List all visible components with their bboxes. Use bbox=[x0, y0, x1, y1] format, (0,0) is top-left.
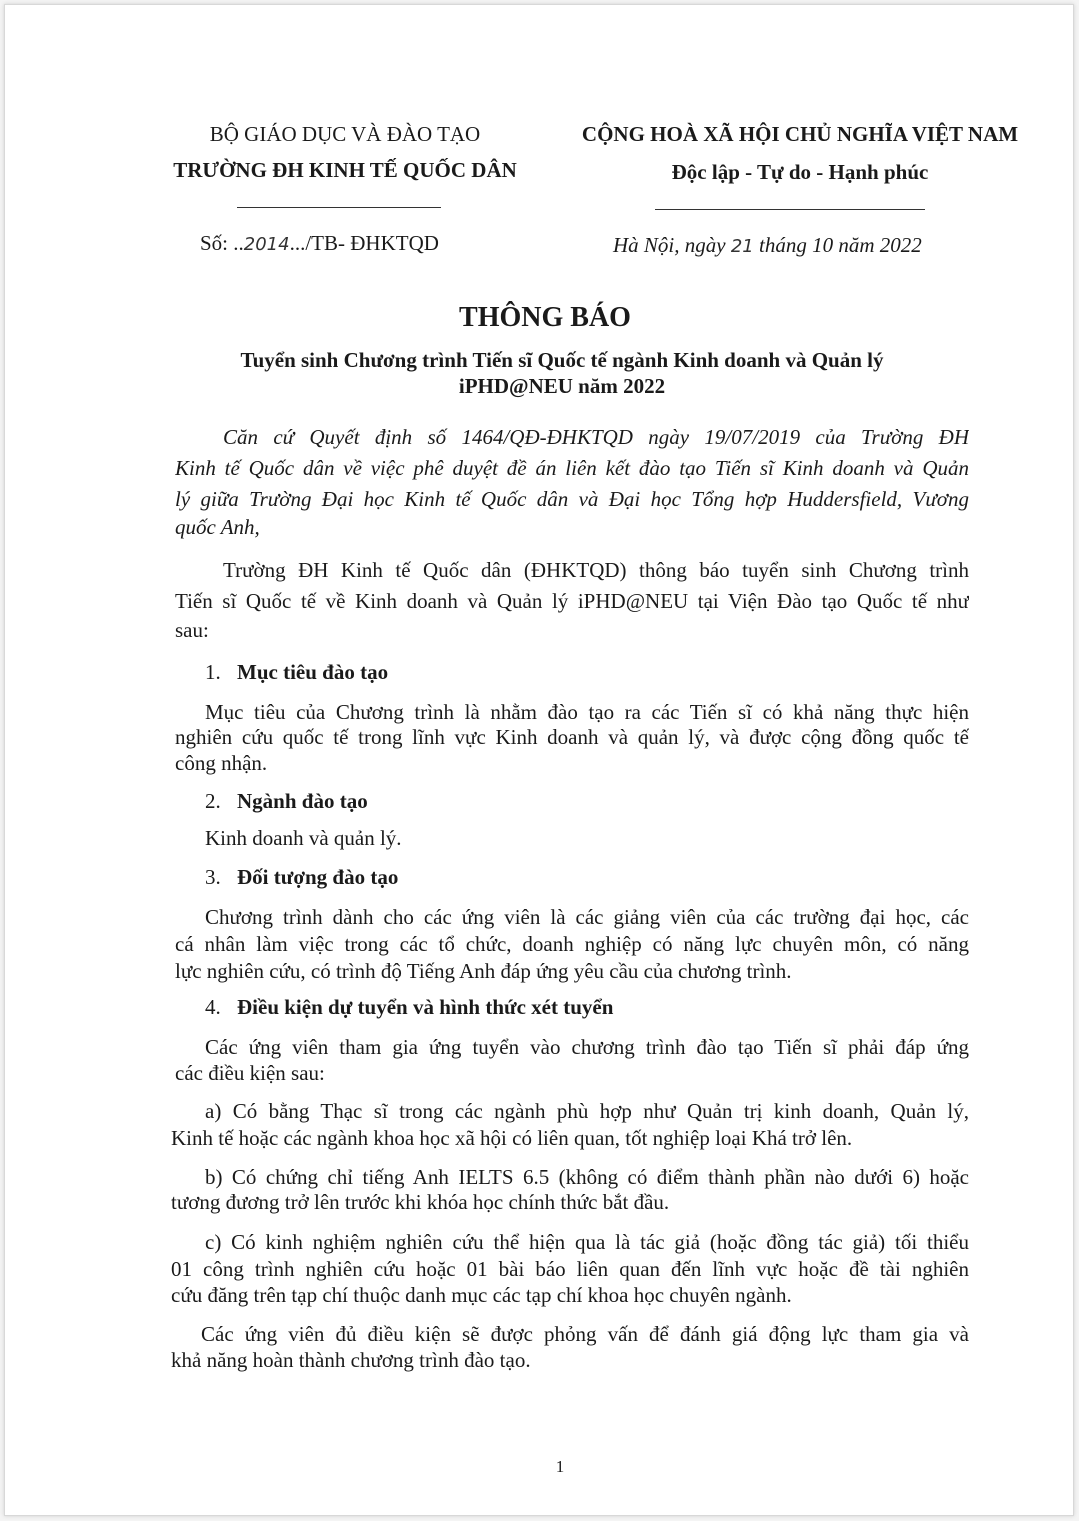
country-name: CỘNG HOÀ XÃ HỘI CHỦ NGHĨA VIỆT NAM bbox=[581, 122, 1019, 146]
document-date: Hà Nội, ngày 21 tháng 10 năm 2022 bbox=[613, 233, 922, 257]
university-name: TRƯỜNG ĐH KINH TẾ QUỐC DÂN bbox=[173, 158, 517, 182]
condition-line: tương đương trở lên trước khi khóa học chính thức bắt đầu. bbox=[171, 1190, 670, 1214]
page-number: 1 bbox=[555, 1457, 565, 1476]
document-number: Số: ..2014.../TB- ĐHKTQD bbox=[200, 231, 439, 255]
intro-line: Tiến sĩ Quốc tế về Kinh doanh và Quản lý iPHD@NEU tại Viện Đào tạo Quốc tế như bbox=[175, 589, 969, 613]
handwritten-day: 21 bbox=[730, 236, 754, 257]
section-number: 2. bbox=[205, 789, 221, 813]
subtitle-line: Tuyển sinh Chương trình Tiến sĩ Quốc tế ngành Kinh doanh và Quản lý bbox=[240, 348, 884, 372]
preamble-line: Căn cứ Quyết định số 1464/QĐ-ĐHKTQD ngày 19/07/2019 của Trường ĐH bbox=[223, 425, 969, 449]
handwritten-number: 2014 bbox=[243, 234, 290, 255]
section-line: nghiên cứu quốc tế trong lĩnh vực Kinh doanh và quản lý, và được cộng đồng quốc tế bbox=[175, 725, 969, 749]
section-line: công nhận. bbox=[175, 751, 268, 775]
section-line: Chương trình dành cho các ứng viên là các giảng viên của các trường đại học, các bbox=[205, 905, 969, 929]
preamble-line: lý giữa Trường Đại học Kinh tế Quốc dân và Đại học Tổng hợp Huddersfield, Vương bbox=[175, 487, 969, 511]
section-line: cá nhân làm việc trong các tổ chức, doanh nghiệp có năng lực chuyên môn, có năng bbox=[175, 932, 969, 956]
intro-line: sau: bbox=[175, 618, 209, 642]
document-title: THÔNG BÁO bbox=[459, 302, 631, 333]
preamble-line: Kinh tế Quốc dân về việc phê duyệt đề án liên kết đào tạo Tiến sĩ Kinh doanh và Quản bbox=[175, 456, 969, 480]
motto: Độc lập - Tự do - Hạnh phúc bbox=[671, 160, 929, 184]
section-heading: Đối tượng đào tạo bbox=[237, 865, 399, 889]
header-rule-left bbox=[237, 207, 441, 208]
section-heading: Ngành đào tạo bbox=[237, 789, 368, 813]
condition-line: 01 công trình nghiên cứu hoặc 01 bài báo liên quan đến lĩnh vực hoặc đề tài nghiên bbox=[171, 1257, 969, 1281]
closing-line: Các ứng viên đủ điều kiện sẽ được phỏng vấn để đánh giá động lực tham gia và bbox=[201, 1322, 969, 1346]
section-heading: Điều kiện dự tuyển và hình thức xét tuyển bbox=[237, 995, 614, 1019]
document-page bbox=[4, 4, 1074, 1516]
preamble-line: quốc Anh, bbox=[175, 515, 260, 539]
header-rule-right bbox=[655, 209, 925, 210]
section-number: 4. bbox=[205, 995, 221, 1019]
intro-line: Trường ĐH Kinh tế Quốc dân (ĐHKTQD) thông báo tuyển sinh Chương trình bbox=[223, 558, 969, 582]
section-number: 1. bbox=[205, 660, 221, 684]
section-line: các điều kiện sau: bbox=[175, 1061, 325, 1085]
section-heading: Mục tiêu đào tạo bbox=[237, 660, 389, 684]
ministry-name: BỘ GIÁO DỤC VÀ ĐÀO TẠO bbox=[209, 122, 481, 146]
condition-line: a) Có bằng Thạc sĩ trong các ngành phù hợp như Quản trị kinh doanh, Quản lý, bbox=[205, 1099, 969, 1123]
section-line: Kinh doanh và quản lý. bbox=[205, 826, 402, 850]
condition-line: c) Có kinh nghiệm nghiên cứu thể hiện qua là tác giả (hoặc đồng tác giả) tối thiểu bbox=[205, 1230, 969, 1254]
closing-line: khả năng hoàn thành chương trình đào tạo. bbox=[171, 1348, 531, 1372]
condition-line: cứu đăng trên tạp chí thuộc danh mục các tạp chí khoa học chuyên ngành. bbox=[171, 1283, 792, 1307]
condition-line: Kinh tế hoặc các ngành khoa học xã hội có liên quan, tốt nghiệp loại Khá trở lên. bbox=[171, 1126, 853, 1150]
section-line: Các ứng viên tham gia ứng tuyển vào chương trình đào tạo Tiến sĩ phải đáp ứng bbox=[205, 1035, 969, 1059]
section-line: Mục tiêu của Chương trình là nhằm đào tạo ra các Tiến sĩ có khả năng thực hiện bbox=[205, 700, 969, 724]
subtitle-line: iPHD@NEU năm 2022 bbox=[458, 374, 666, 398]
condition-line: b) Có chứng chỉ tiếng Anh IELTS 6.5 (không có điểm thành phần nào dưới 6) hoặc bbox=[205, 1165, 969, 1189]
section-number: 3. bbox=[205, 865, 221, 889]
section-line: lực nghiên cứu, có trình độ Tiếng Anh đáp ứng yêu cầu của chương trình. bbox=[175, 959, 792, 983]
